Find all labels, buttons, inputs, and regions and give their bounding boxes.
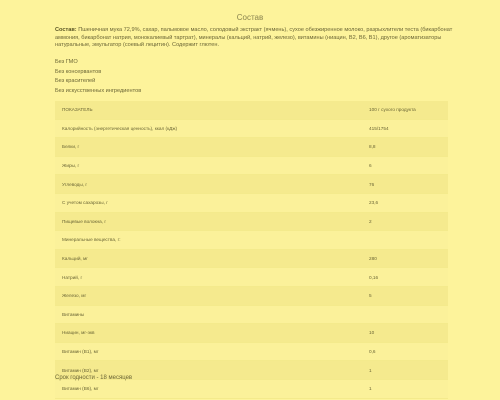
composition-text bbox=[55, 27, 455, 50]
row-value: 280 bbox=[362, 249, 448, 268]
row-name: ПОКАЗАТЕЛЬ bbox=[55, 101, 362, 119]
row-value: 100 г сухого продукта bbox=[362, 101, 448, 119]
row-value: 10 bbox=[362, 324, 448, 343]
table-row bbox=[55, 119, 448, 138]
table-row bbox=[55, 101, 448, 119]
row-value: 76 bbox=[362, 175, 448, 194]
composition-label: Состав: bbox=[55, 27, 77, 33]
row-name: Натрий, г bbox=[55, 268, 362, 287]
row-name: Ниацин, мг-экв bbox=[55, 324, 362, 343]
table-row bbox=[55, 175, 448, 194]
flag-item: Без искусственных ингредиентов bbox=[55, 88, 142, 95]
row-value bbox=[362, 305, 448, 324]
shelf-life: Срок годности - 18 месяцев bbox=[55, 375, 133, 381]
row-value: 415/1754 bbox=[362, 119, 448, 138]
flag-item: Без ГМО bbox=[55, 59, 78, 65]
table-row bbox=[55, 305, 448, 324]
row-name: Жиры, г bbox=[55, 156, 362, 175]
row-value: 5 bbox=[362, 286, 448, 305]
row-name: Витамин (B1), мг bbox=[55, 342, 362, 361]
table-row bbox=[55, 156, 448, 175]
nutrition-table bbox=[55, 101, 448, 399]
table-row bbox=[55, 268, 448, 287]
row-value: 6 bbox=[362, 156, 448, 175]
row-value: 0,6 bbox=[362, 342, 448, 361]
row-name: Пищевые волокна, г bbox=[55, 212, 362, 231]
row-value: 1 bbox=[362, 379, 448, 398]
row-value: 23,6 bbox=[362, 193, 448, 212]
row-value bbox=[362, 231, 448, 250]
table-row bbox=[55, 138, 448, 157]
row-name: Железо, мг bbox=[55, 286, 362, 305]
row-value: 0,16 bbox=[362, 268, 448, 287]
row-name: Калорийность (энергетическая ценность), ккал (кДж) bbox=[55, 119, 362, 138]
row-name: Белки, г bbox=[55, 138, 362, 157]
table-row bbox=[55, 379, 448, 398]
table-row bbox=[55, 231, 448, 250]
row-name: Витамин (B2), мг bbox=[55, 361, 362, 380]
table-row bbox=[55, 324, 448, 343]
flag-item: Без красителей bbox=[55, 78, 96, 85]
product-flags bbox=[55, 58, 355, 97]
section-title: Состав bbox=[236, 13, 264, 22]
composition-body: Пшеничная мука 72,9%, сахар, пальмовое масло, солодовый экстракт (ячмень), сухое обезжиренное молоко, разрыхлители теста (бикарбонат аммония, бикарбонат натрия, монокалиевый тартрат), минералы (кальций, натрий, железо), витамины (ниацин, B2, B6, B1), другое (ароматизаторы натуральные, эмульгатор (соевый лецитин). Содержит глютен. bbox=[55, 27, 453, 49]
table-row bbox=[55, 286, 448, 305]
table-row bbox=[55, 342, 448, 361]
row-name: Витамин (B6), мг bbox=[55, 379, 362, 398]
flag-item: Без консервантов bbox=[55, 68, 102, 75]
table-row bbox=[55, 249, 448, 268]
row-value: 1 bbox=[362, 361, 448, 380]
row-value: 2 bbox=[362, 212, 448, 231]
row-name: Кальций, мг bbox=[55, 249, 362, 268]
row-value: 8,8 bbox=[362, 138, 448, 157]
row-name: Углеводы, г bbox=[55, 175, 362, 194]
row-name: С учетом сахарозы, г bbox=[55, 193, 362, 212]
table-row bbox=[55, 212, 448, 231]
row-name: Витамины bbox=[55, 305, 362, 324]
row-name: Минеральные вещества, г: bbox=[55, 231, 362, 250]
table-row bbox=[55, 193, 448, 212]
